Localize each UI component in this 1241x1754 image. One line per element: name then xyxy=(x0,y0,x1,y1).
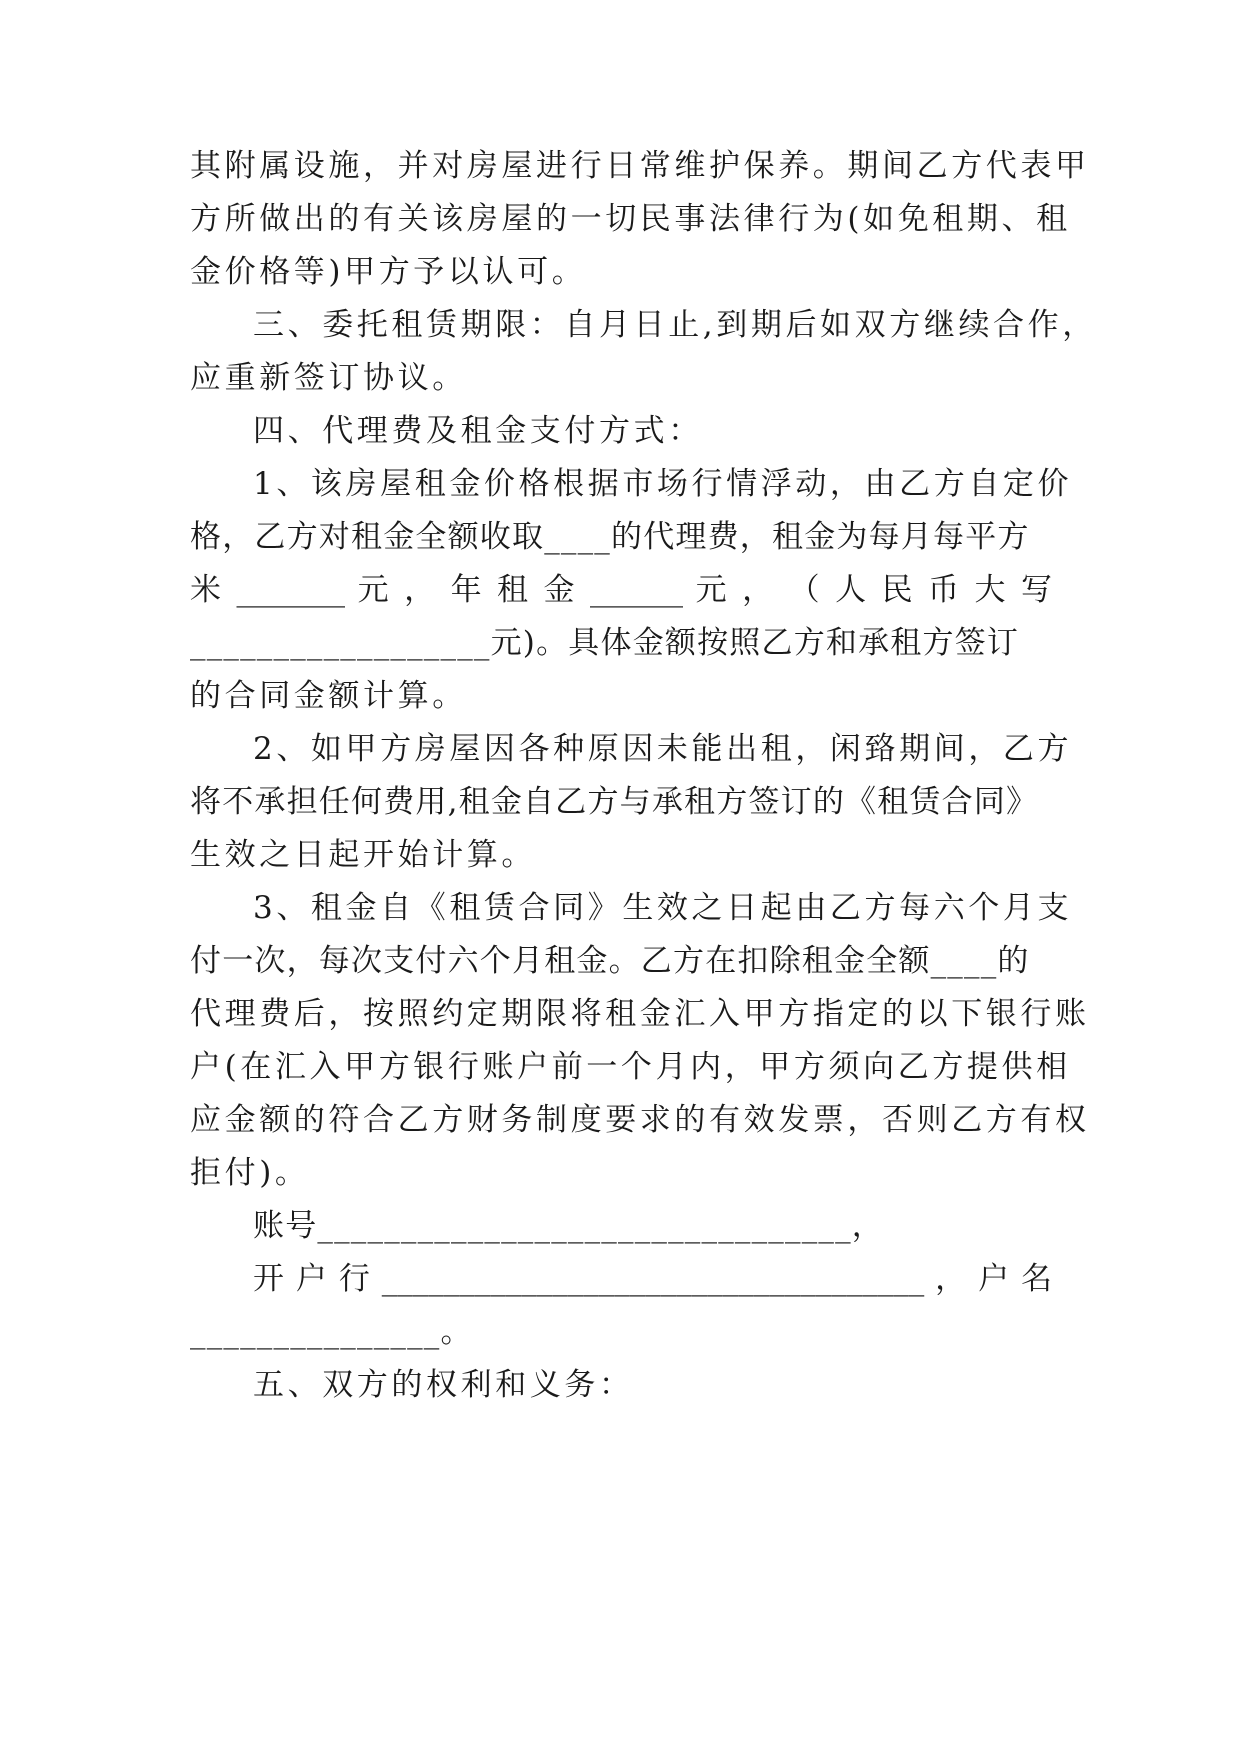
text-line: 其附属设施，并对房屋进行日常维护保养。期间乙方代表甲 xyxy=(190,148,1090,184)
account-number-line: 账号________________________________， xyxy=(253,1208,884,1244)
clause-1-line: 1、该房屋租金价格根据市场行情浮动，由乙方自定价 xyxy=(253,466,1073,502)
text-line: 将不承担任何费用,租金自乙方与承租方签订的《租赁合同》 xyxy=(190,784,1039,820)
text-line: 应金额的符合乙方财务制度要求的有效发票，否则乙方有权 xyxy=(190,1102,1090,1138)
text-line: 方所做出的有关该房屋的一切民事法律行为(如免租期、租 xyxy=(190,201,1071,237)
text-line: 代理费后，按照约定期限将租金汇入甲方指定的以下银行账 xyxy=(190,996,1090,1032)
text-line: 付一次，每次支付六个月租金。乙方在扣除租金全额____的 xyxy=(190,943,1030,979)
text-line: 金价格等)甲方予以认可。 xyxy=(190,254,587,290)
account-holder-line: _______________。 xyxy=(190,1314,473,1350)
section-5-heading: 五、双方的权利和义务： xyxy=(253,1367,634,1403)
text-line: 应重新签订协议。 xyxy=(190,360,467,396)
rent-amount-line: 米 _______ 元 ， 年 租 金 ______ 元 ， （ 人 民 币 大 写 xyxy=(190,572,1052,608)
text-line: 格，乙方对租金全额收取____的代理费，租金为每月每平方 xyxy=(190,519,1030,555)
text-line: 生效之日起开始计算。 xyxy=(190,837,536,873)
text-line: 的合同金额计算。 xyxy=(190,678,467,714)
text-line: 户(在汇入甲方银行账户前一个月内，甲方须向乙方提供相 xyxy=(190,1049,1071,1085)
bank-name-line: 开 户 行 ___________________________________ ， 户 名 xyxy=(253,1261,1052,1297)
text-line: __________________元)。具体金额按照乙方和承租方签订 xyxy=(190,625,1020,661)
clause-2-line: 2、如甲方房屋因各种原因未能出租，闲臵期间，乙方 xyxy=(253,731,1073,767)
section-4-heading: 四、代理费及租金支付方式： xyxy=(253,413,703,449)
text-line: 拒付)。 xyxy=(190,1155,310,1191)
section-3-heading: 三、委托租赁期限：自月日止,到期后如双方继续合作， xyxy=(253,307,1097,343)
clause-3-line: 3、租金自《租赁合同》生效之日起由乙方每六个月支 xyxy=(253,890,1073,926)
